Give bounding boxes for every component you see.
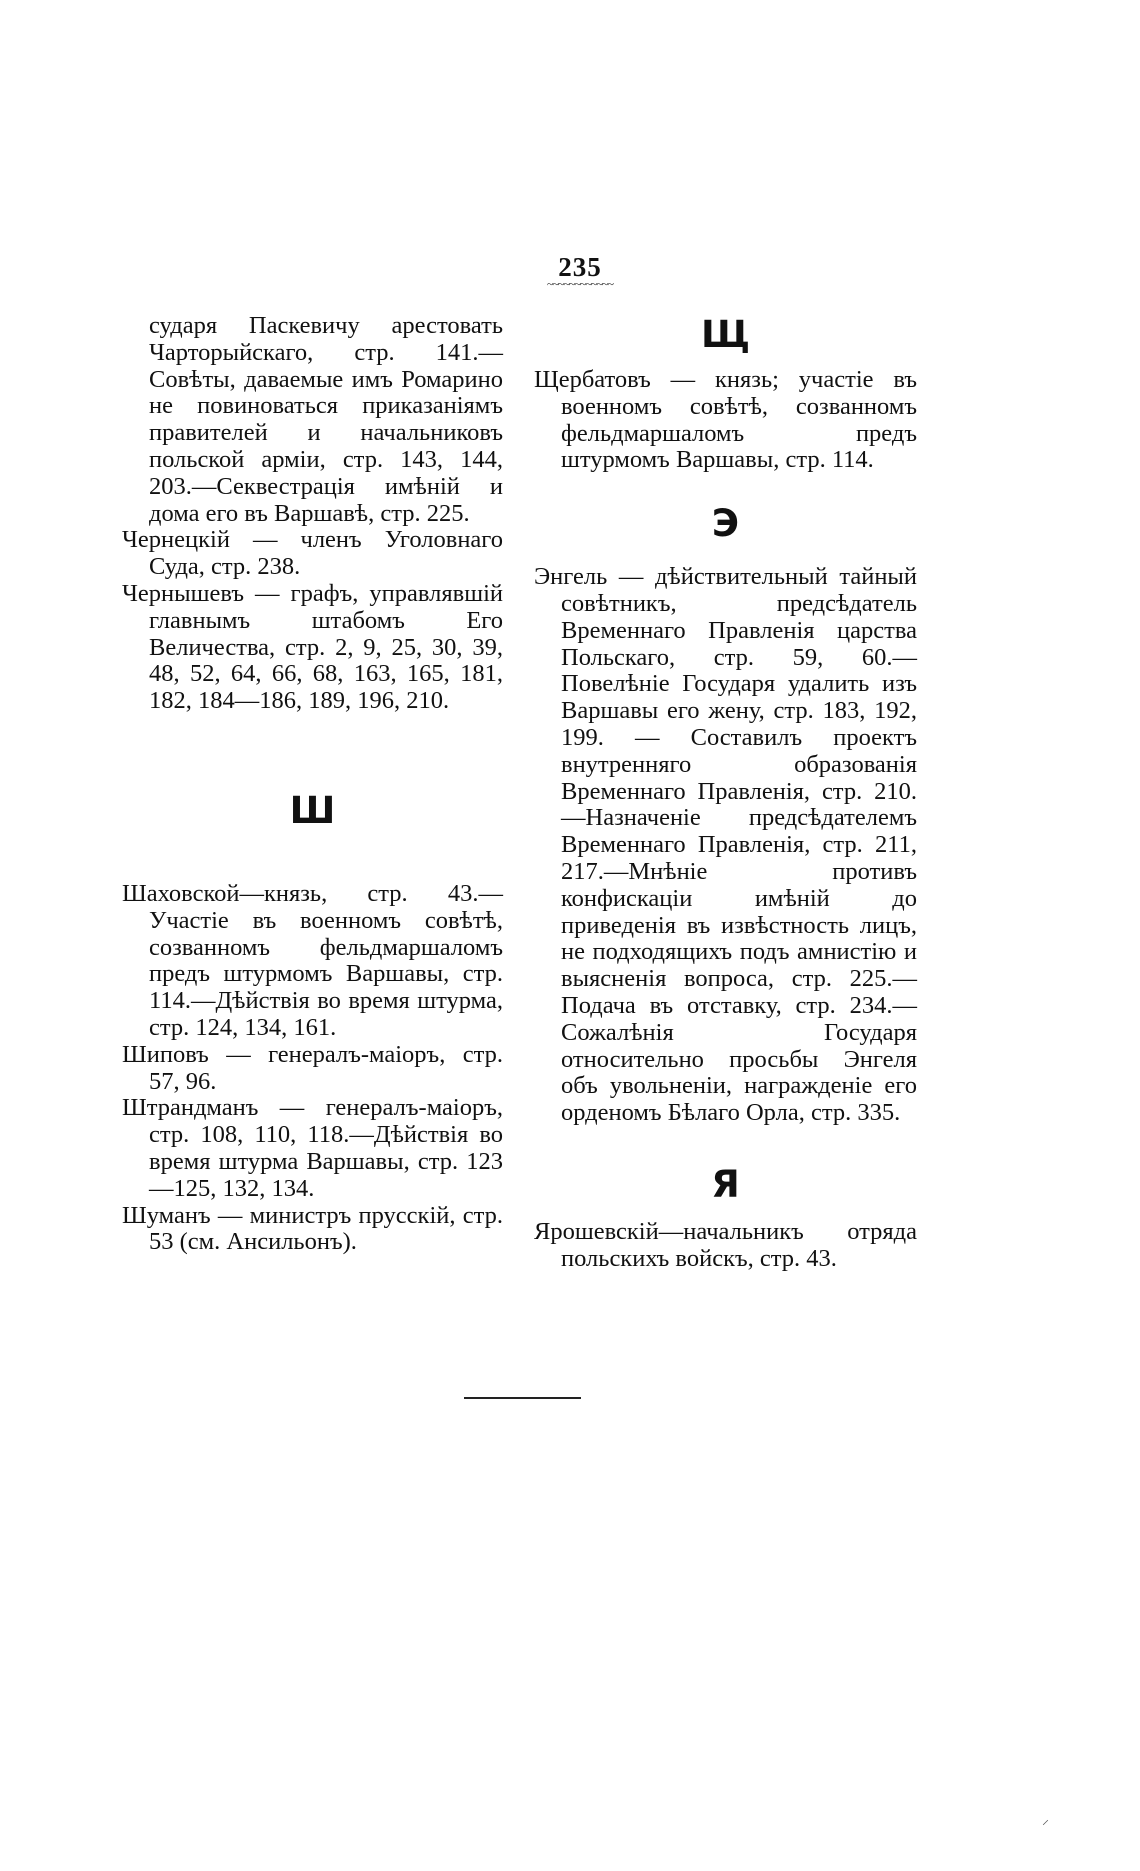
page-number: 235 (558, 252, 602, 282)
index-entry-shipov: Шиповъ — генералъ-маіоръ, стр. 57, 96. (122, 1040, 503, 1095)
end-rule (464, 1397, 581, 1399)
page-number-ornament: ~~~~~~~~~~~~ (547, 277, 613, 291)
section-letter-ya: Я (711, 1162, 740, 1206)
index-entry-shuman: Шуманъ — министръ прусскій, стр. 53 (см. Ансильонъ). (122, 1201, 503, 1256)
index-entry-yaroshevsky: Ярошевскій—начальникъ отряда польскихъ войскъ, стр. 43. (534, 1217, 917, 1272)
index-entry-engel: Энгель — дѣйствительный тайный совѣтникъ, предсѣдатель Временнаго Правленія царства Польскаго, стр. 59, 60.—Повелѣніе Государя удалить изъ Варшавы его жену, стр. 183, 192, 199. — Составилъ проектъ внутренняго образованія Временнаго Правленія, стр. 210.—Назначеніе предсѣдателемъ Временнаго Правленія, стр. 211, 217.—Мнѣніе противъ конфискаціи имѣній до приведенія въ извѣстность лицъ, не подходящихъ подъ амнистію и выясненія вопроса, стр. 225.—Подача въ отставку, стр. 234.—Сожалѣнія Государя относительно просьбы Энгеля объ увольненіи, награжденіе его орденомъ Бѣлаго Орла, стр. 335. (534, 563, 917, 1127)
section-letter-sha: Ш (289, 788, 336, 832)
index-entry-shcherbatov: Щербатовъ — князь; участіе въ военномъ совѣтѣ, созванномъ фельдмаршаломъ предъ штурмомъ Варшавы, стр. 114. (534, 366, 917, 474)
index-entry-chernetsky: Чернецкій — членъ Уголовнаго Суда, стр. 238. (122, 526, 503, 581)
section-letter-e: Э (711, 502, 740, 546)
scan-mark: ⸝ (1042, 1813, 1049, 1828)
index-entry-shakhovskoy: Шаховской—князь, стр. 43.—Участіе въ военномъ совѣтѣ, созванномъ фельдмаршаломъ предъ штурмомъ Варшавы, стр. 114.—Дѣйствія во время штурма, стр. 124, 134, 161. (122, 879, 503, 1041)
index-entry-shtrandman: Штрандманъ — генералъ-маіоръ, стр. 108, 110, 118.—Дѣйствія во время штурма Варшавы, стр. 123—125, 132, 134. (122, 1094, 503, 1202)
index-entry-chernyshev: Чернышевъ — графъ, управлявшій главнымъ штабомъ Его Величества, стр. 2, 9, 25, 30, 39, 48, 52, 64, 66, 68, 163, 165, 181, 182, 184—186, 189, 196, 210. (122, 579, 503, 715)
index-entry-continuation: сударя Паскевичу арестовать Чарторыйскаго, стр. 141.—Совѣты, даваемые имъ Ромарино не повиноваться приказаніямъ правителей и начальниковъ польской арміи, стр. 143, 144, 203.—Секвестрація имѣній и дома его въ Варшавѣ, стр. 225. (149, 312, 503, 527)
right-column (534, 313, 917, 1273)
left-column (122, 313, 503, 1256)
section-letter-shcha: Щ (700, 313, 751, 356)
